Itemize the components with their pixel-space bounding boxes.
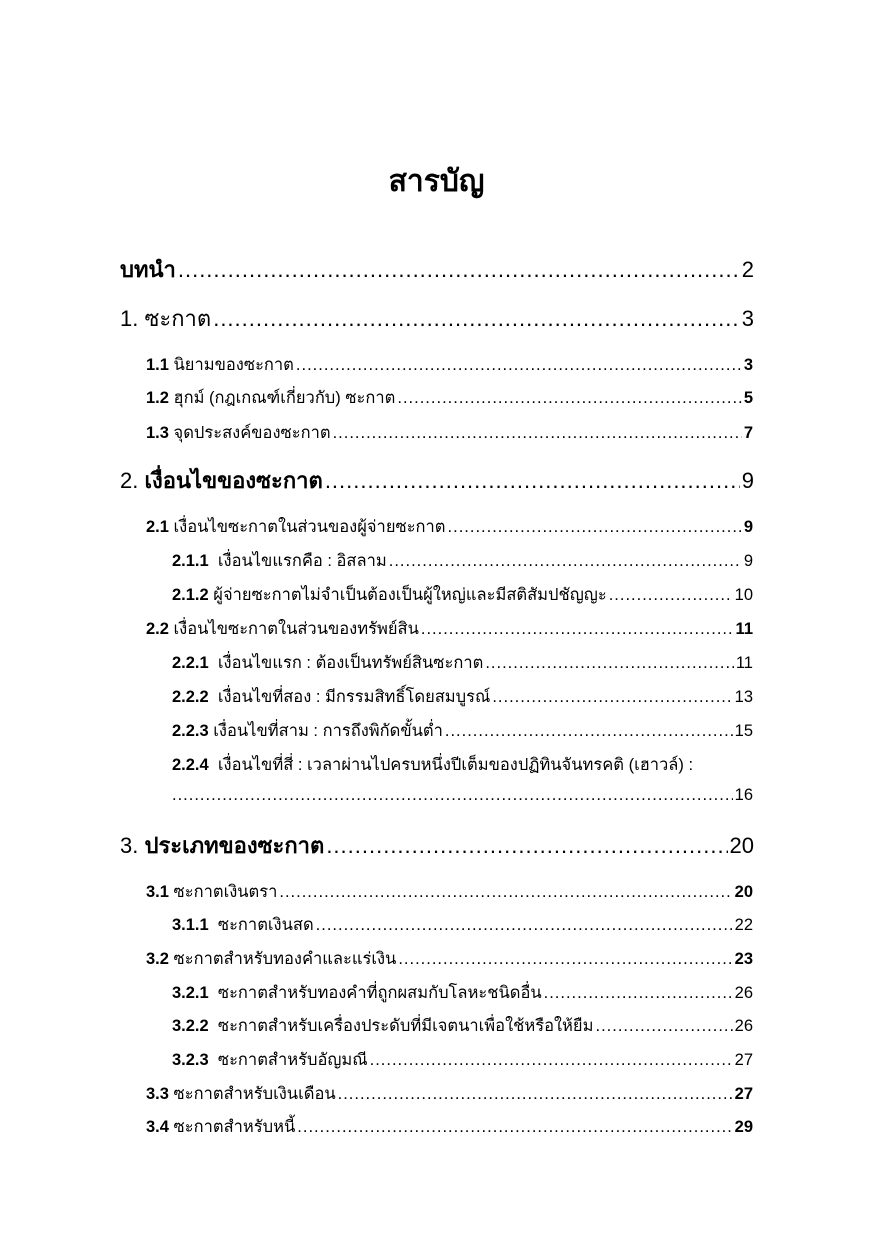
toc-entry-number: 1.3 [146,424,169,442]
toc-page-number: 27 [734,1051,753,1069]
toc-entry-text: ซะกาตเงินสด [217,916,314,934]
toc-entry-text: เงื่อนไขแรกคือ : อิสลาม [217,552,387,570]
toc-entry-2-2-4-continuation[interactable] [172,786,753,805]
toc-entry-3-2-3[interactable] [172,1047,753,1073]
toc-entry-number: 3. [120,833,139,858]
toc-entry-number: 2.2 [146,620,169,638]
toc-entry-text: ซะกาตสำหรับหนี้ [173,1118,296,1136]
toc-entry-2-2-4[interactable] [172,752,753,778]
toc-page-number: 5 [743,389,753,407]
toc-entry-text: เงื่อนไขซะกาตในส่วนของผู้จ่ายซะกาต [173,518,446,536]
toc-entry-text: ฮุกม์ (กฎเกณฑ์เกี่ยวกับ) ซะกาต [173,389,396,407]
page-title: สารบัญ [388,165,485,198]
toc-entry-2-1[interactable] [146,514,753,540]
toc-entry-2-1-1[interactable] [172,548,753,574]
toc-entry-text: ซะกาต [144,306,212,331]
leader-dots [397,389,741,408]
toc-entry-number: 2.1 [146,518,169,536]
toc-entry-3-1-1[interactable] [172,912,753,938]
toc-page-number: 20 [729,833,754,858]
toc-entry-text: เงื่อนไขของซะกาต [144,468,323,493]
toc-entry-text: เงื่อนไขแรก : ต้องเป็นทรัพย์สินซะกาต [217,654,484,672]
toc-page-number: 3 [741,306,754,331]
toc-page-number: 26 [734,984,753,1002]
toc-entry-text: เงื่อนไขที่สอง : มีกรรมสิทธิ์โดยสมบูรณ์ [217,688,491,706]
leader-dots [325,468,740,494]
toc-page-number: 29 [734,1118,753,1136]
toc-entry-number: 3.1.1 [172,916,209,934]
toc-entry-text: เงื่อนไขซะกาตในส่วนของทรัพย์สิน [173,620,419,638]
toc-entry-text: ซะกาตสำหรับทองคำที่ถูกผสมกับโลหะชนิดอื่น [217,984,542,1002]
toc-entry-text: บทนำ [120,257,176,282]
toc-page-number: 11 [735,654,753,672]
toc-page-number: 13 [734,688,753,706]
toc-entry-text: เงื่อนไขที่สาม : การถึงพิกัดขั้นต่ำ [213,722,443,740]
toc-entry-3-1[interactable] [146,879,753,905]
toc-entry-text: ซะกาตสำหรับอัญมณี [217,1051,368,1069]
toc-page-number: 7 [743,424,753,442]
leader-dots [445,722,733,741]
toc-entry-1-2[interactable] [146,385,753,411]
toc-entry-2[interactable] [120,463,754,498]
leader-dots [178,257,740,283]
toc-page-number: 2 [741,257,754,282]
toc-entry-number: 1. [120,306,139,331]
toc-entry-number: 1.2 [146,389,169,407]
toc-entry-2-2-3[interactable] [172,718,753,744]
leader-dots [492,688,732,707]
toc-page-number: 27 [734,1085,753,1103]
toc-entry-text: ซะกาตสำหรับเงินเดือน [173,1085,336,1103]
toc-page-number: 15 [734,722,753,740]
leader-dots [595,1017,732,1036]
toc-entry-text: นิยามของซะกาต [173,356,294,374]
toc-page-number: 9 [741,468,754,493]
toc-entry-text: ซะกาตสำหรับทองคำและแร่เงิน [173,950,397,968]
toc-entry-number: 2.2.2 [172,688,209,706]
leader-dots [485,654,734,673]
toc-entry-number: 2.2.1 [172,654,209,672]
toc-entry-3[interactable] [120,828,754,863]
toc-entry-text: ผู้จ่ายซะกาตไม่จำเป็นต้องเป็นผู้ใหญ่และมีสติสัมปชัญญะ [213,586,607,604]
toc-entry-number: 3.4 [146,1118,169,1136]
leader-dots [370,1051,733,1070]
leader-dots [448,518,742,537]
toc-entry-number: 2. [120,468,139,493]
toc-page-number: 16 [734,786,753,804]
toc-entry-number: 2.2.3 [172,722,209,740]
leader-dots [389,552,742,571]
leader-dots [609,586,733,605]
toc-entry-text: เงื่อนไขที่สี่ : เวลาผ่านไปครบหนึ่งปีเต็มของปฏิทินจันทรคติ (เฮาวล์) : [217,756,694,774]
toc-entry-number: 2.1.2 [172,586,209,604]
toc-entry-3-4[interactable] [146,1114,753,1140]
toc-page-number: 3 [743,356,753,374]
toc-entry-number: 3.1 [146,883,169,901]
toc-page-number: 20 [734,883,753,901]
toc-entry-2-1-2[interactable] [172,582,753,608]
leader-dots [333,424,742,443]
toc-entry-number: 3.2.3 [172,1051,209,1069]
toc-entry-number: 2.1.1 [172,552,209,570]
leader-dots [326,833,727,859]
toc-page-number: 9 [743,552,753,570]
leader-dots [398,950,732,969]
toc-page-number: 11 [735,620,753,638]
toc-entry-number: 3.3 [146,1085,169,1103]
leader-dots [297,1118,732,1137]
toc-entry-2-2[interactable] [146,616,753,642]
toc-entry-1[interactable] [120,301,754,336]
leader-dots [279,883,732,902]
leader-dots [421,620,734,639]
leader-dots [316,916,733,935]
leader-dots [544,984,733,1003]
toc-page-number: 22 [734,916,753,934]
toc-page-number: 10 [734,586,753,604]
leader-dots [172,786,733,805]
toc-entry-number: 3.2 [146,950,169,968]
toc-entry-text: ซะกาตเงินตรา [173,883,278,901]
toc-entry-1-3[interactable] [146,420,753,446]
toc-entry-2-2-1[interactable] [172,650,753,676]
toc-entry-2-2-2[interactable] [172,684,753,710]
toc-entry-3-2-2[interactable] [172,1013,753,1039]
leader-dots [296,356,742,375]
toc-page-number: 9 [743,518,753,536]
leader-dots [213,306,740,332]
toc-entry-number: 2.2.4 [172,756,209,774]
toc-entry-text: จุดประสงค์ของซะกาต [173,424,331,442]
toc-entry-number: 3.2.2 [172,1017,209,1035]
toc-entry-3-3[interactable] [146,1081,753,1107]
toc-entry-3-2[interactable] [146,946,753,972]
toc-entry-text: ประเภทของซะกาต [144,833,325,858]
toc-entry-number: 1.1 [146,356,169,374]
toc-entry-3-2-1[interactable] [172,980,753,1006]
toc-entry-1-1[interactable] [146,352,753,378]
toc-page-number: 23 [734,950,753,968]
toc-entry-introduction[interactable] [120,252,754,287]
toc-entry-number: 3.2.1 [172,984,209,1002]
leader-dots [338,1085,733,1104]
toc-page-number: 26 [734,1017,753,1035]
toc-entry-text: ซะกาตสำหรับเครื่องประดับที่มีเจตนาเพื่อใช้หรือให้ยืม [217,1017,594,1035]
